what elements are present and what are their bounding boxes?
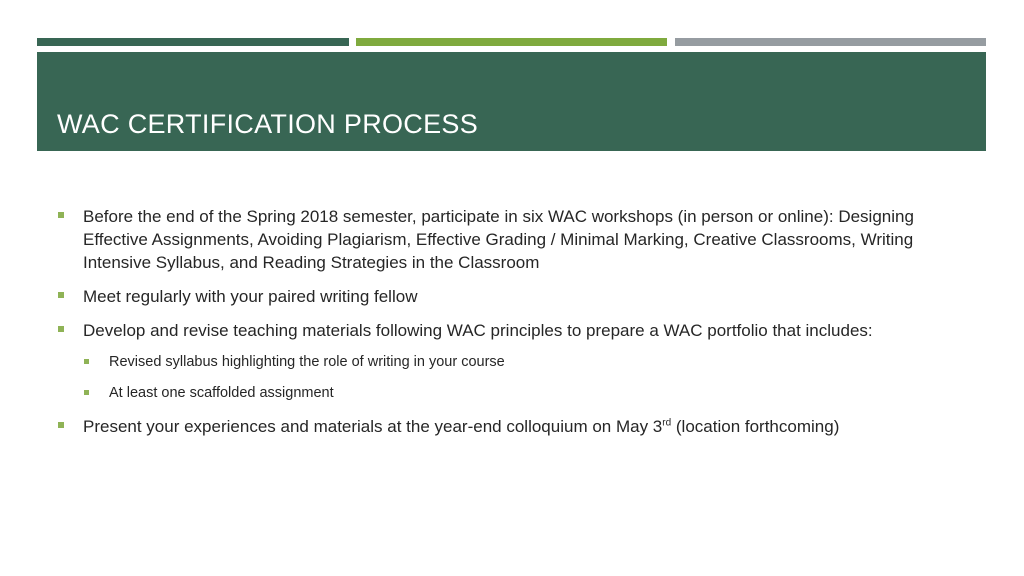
list-item	[58, 205, 958, 274]
square-bullet-icon	[58, 292, 64, 298]
square-bullet-icon	[58, 422, 64, 428]
square-bullet-icon	[84, 390, 89, 395]
square-bullet-icon	[58, 326, 64, 332]
list-item	[58, 415, 958, 438]
list-item-text-start: Present your experiences and materials at the year-end colloquium on May 3	[83, 417, 663, 436]
sub-list-item-text: At least one scaffolded assignment	[109, 385, 334, 401]
list-item	[58, 319, 958, 342]
square-bullet-icon	[84, 359, 89, 364]
list-item-text-end: (location forthcoming)	[671, 417, 840, 436]
title-banner	[37, 52, 986, 151]
list-item-text	[83, 417, 839, 436]
list-item-text: Meet regularly with your paired writing fellow	[83, 287, 418, 306]
bullet-list	[58, 205, 958, 449]
list-item-text: Before the end of the Spring 2018 semester, participate in six WAC workshops (in person or online): Designing Effective Assignments, Avoiding Plagiarism, Effective Grading / Minimal Marking, Creative Classrooms, Writing Intensive Syllabus, and Reading Strategies in the Classroom	[83, 207, 914, 272]
accent-stripe-light-green	[356, 38, 667, 46]
list-item-text: Develop and revise teaching materials following WAC principles to prepare a WAC portfolio that includes:	[83, 321, 873, 340]
ordinal-superscript: rd	[662, 417, 672, 429]
list-item	[58, 285, 958, 308]
square-bullet-icon	[58, 212, 64, 218]
accent-stripe-gray	[675, 38, 986, 46]
sub-list-item	[58, 353, 958, 372]
sub-list-item	[58, 384, 958, 403]
slide-title: WAC CERTIFICATION PROCESS	[57, 109, 479, 139]
sub-list-item-text: Revised syllabus highlighting the role of writing in your course	[109, 354, 505, 370]
accent-stripe-dark-green	[37, 38, 349, 46]
